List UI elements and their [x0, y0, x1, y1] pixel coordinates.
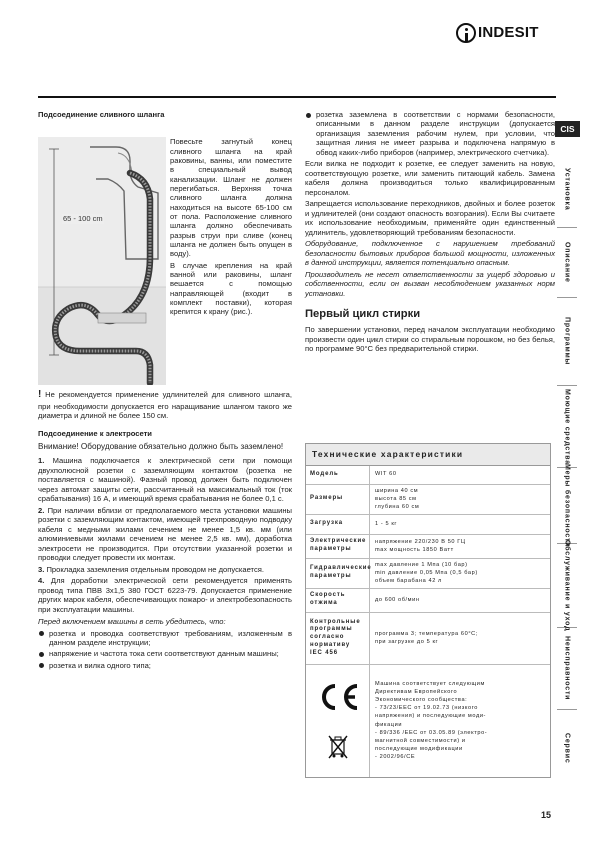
drain-instructions: [170, 137, 292, 318]
spec-label: Скорость отжима: [306, 589, 370, 612]
spec-value: WIT 60: [375, 471, 397, 478]
tab-service[interactable]: Сервис: [563, 732, 571, 764]
check-list-continued: [305, 110, 555, 157]
table-row: [306, 665, 550, 777]
drain-warning: [38, 389, 292, 420]
tab-cis[interactable]: CIS: [555, 121, 580, 137]
spec-value: 1 - 5 кг: [375, 520, 398, 527]
spec-value: напряжение 220/230 В 50 ГЦ max мощность 1850 Ватт: [375, 538, 466, 553]
specs-title: Технические характеристики: [306, 444, 550, 466]
right-column: [305, 110, 555, 356]
check-intro: Перед включением машины в сеть убедитесь, что:: [38, 617, 226, 627]
tab-detergents[interactable]: Моющие средства: [557, 386, 577, 468]
certification-marks: [306, 665, 370, 777]
spec-label: Загрузка: [306, 515, 370, 534]
spec-label: Размеры: [306, 485, 370, 514]
drain-warning-text: Не рекомендуется применение удлинителей для сливного шланга, при необходимости допускается его наращивание шлангом такого же диаметра и длиной не более 150 см.: [38, 390, 292, 421]
list-item: розетка и вилка одного типа;: [38, 661, 292, 670]
list-item: розетка заземлена в соответствии с нормами безопасности, описанными в данном разделе инструкции (допускается организация заземления рабочим нулем, при условии, что защитная линия не имеет разрыва и подключена напрямую в обвод каких-либо приборов (например, электрического счетчика).: [305, 110, 555, 157]
left-column: [38, 110, 292, 672]
plug-paragraph: Если вилка не подходит к розетке, ее следует заменить на новую, соответствующую розетке, или заменить питающий кабель. Замена кабеля должна производиться только квалифицированным персоналом.: [305, 159, 555, 197]
table-row: [306, 559, 550, 589]
brand-logo: [456, 22, 539, 44]
spec-value: до 600 об/мин: [375, 596, 420, 603]
drain-section: [38, 123, 292, 385]
table-row: [306, 466, 550, 485]
danger-paragraph: Оборудование, подключенное с нарушением требований безопасности бытовых приборов большой мощности, изложенных в данной инструкции, является потенциально опасным.: [305, 239, 555, 268]
electric-item-4: 4. Для доработки электрической сети рекомендуется применять провод типа ПВВ 3х1,5 380 ГОСТ 6223-79. Допускается применение других марок кабеля, обеспечивающих пожаро- и электробезопасность при эксплуатации машины.: [38, 576, 292, 614]
tab-troubleshooting[interactable]: Неисправности: [557, 628, 577, 710]
tab-maintenance[interactable]: Обслуживание и уход: [557, 544, 577, 628]
brand-name: INDESIT: [478, 23, 539, 41]
electric-item-3: 3. Прокладка заземления отдельным проводом не допускается.: [38, 564, 264, 574]
tab-programs[interactable]: Программы: [557, 298, 577, 386]
list-item: напряжение и частота тока сети соответствуют данным машины;: [38, 649, 292, 658]
spec-value: программа 3; температура 60°С; при загрузке до 5 кг: [375, 630, 478, 645]
table-row: [306, 589, 550, 613]
spec-value: max давление 1 Mпа (10 бар) min давление 0,05 Mпа (0,5 бар) объем барабана 42 л: [375, 561, 478, 585]
spec-label: Электрические параметры: [306, 535, 370, 558]
weee-bin-icon: [327, 734, 349, 760]
electric-heading: Подсоединение к электросети: [38, 428, 152, 438]
electric-item-1: 1. Машина подключается к электрической сети при помощи двухполюсной розетки с заземляющим контактом (розетка не поставляется с машиной). Фазный провод должен быть подключен через автомат защиты сети, рассчитанный на максимальный ток (ток срабатывания) 16 А, и имеющий время срабатывания не более 0,1 с.: [38, 456, 292, 504]
tab-description[interactable]: Описание: [557, 228, 577, 298]
drain-text: Повесьте загнутый конец сливного шланга на край раковины, ванны, или поместите в специальный вывод канализации. Шланг не должен перегибаться. Верхняя точка сливного шланга должна находиться на высоте 65-100 см от пола. Расположение сливного шланга должно обеспечивать разрыв струи при сливе (конец шланга не должен быть опущен в воду).: [170, 137, 292, 259]
drain-heading: Подсоединение сливного шланга: [38, 110, 165, 119]
liability-paragraph: Производитель не несет ответственности за ущерб здоровью и собственности, если он вызван несоблюдением указанных норм установки.: [305, 269, 555, 298]
warning-icon: !: [38, 389, 42, 401]
first-cycle-text: По завершении установки, перед началом эксплуатации необходимо произвести один цикл стирки со стиральным порошком, но без белья, по программе 90°С без предварительной стирки.: [305, 325, 555, 354]
drain-hose-drawing: [38, 137, 166, 385]
table-row: [306, 613, 550, 665]
indesit-logo-icon: [456, 23, 476, 43]
spec-label: Модель: [306, 466, 370, 484]
page-number: 15: [541, 810, 552, 820]
table-row: [306, 535, 550, 559]
compliance-text: Машина соответствует следующим Директивам Европейского Экономического сообщества: - 73/23/EEC от 19.02.73 (низкого напряжения) и последующие моди- фикации - 89/336 /EEC от 03.05.89 (электро- магнитной совместимости) и последующие модификации - 2002/96/CE: [375, 680, 488, 760]
electric-item-2: 2. При наличии вблизи от предполагаемого места установки машины розетки с заземляющим контактом, имеющей трехпроводную подводку кабеля с медными жилами сечением не менее 1,5 кв. мм (или алюминиевыми жилами сечением не менее 2,5 кв. мм), доработка электросети не производится. При отсутствии указанной розетки и проводки следует провести их монтаж.: [38, 505, 292, 563]
table-row: [306, 485, 550, 515]
table-row: [306, 515, 550, 535]
specs-table: [305, 443, 551, 778]
header-rule: [38, 96, 556, 98]
tab-safety[interactable]: Меры безопасности: [557, 468, 577, 544]
drain-hose-illustration: [38, 137, 166, 385]
check-list: [38, 629, 292, 671]
hose-height-label: 65 - 100 cm: [63, 214, 103, 224]
tab-installation[interactable]: Установка: [557, 152, 577, 228]
spec-label: Контрольные программы согласно нормативу IEC 456: [306, 613, 370, 664]
drain-text-fixing: В случае крепления на край ванной или раковины, шланг вешается с помощью направляющей (входит в комплект поставки), которая крепится к крану (рис.).: [170, 260, 292, 317]
list-item: розетка и проводка соответствуют требованиям, изложенным в данном разделе инструкции;: [38, 629, 292, 648]
first-cycle-heading: Первый цикл стирки: [305, 308, 421, 321]
spec-label: Гидравлические параметры: [306, 559, 370, 588]
electric-attention: Внимание! Оборудование обязательно должно быть заземлено!: [38, 442, 284, 452]
ce-mark-icon: [316, 682, 360, 712]
spec-value: ширина 40 см высота 85 см глубина 60 см: [375, 487, 420, 511]
adapters-paragraph: Запрещается использование переходников, двойных и более розеток и удлинителей (они создают опасность возгорания). Если Вы считаете их использование необходимым, применяйте один единственный удлинитель, удовлетворяющий требованиям безопасности.: [305, 199, 555, 237]
